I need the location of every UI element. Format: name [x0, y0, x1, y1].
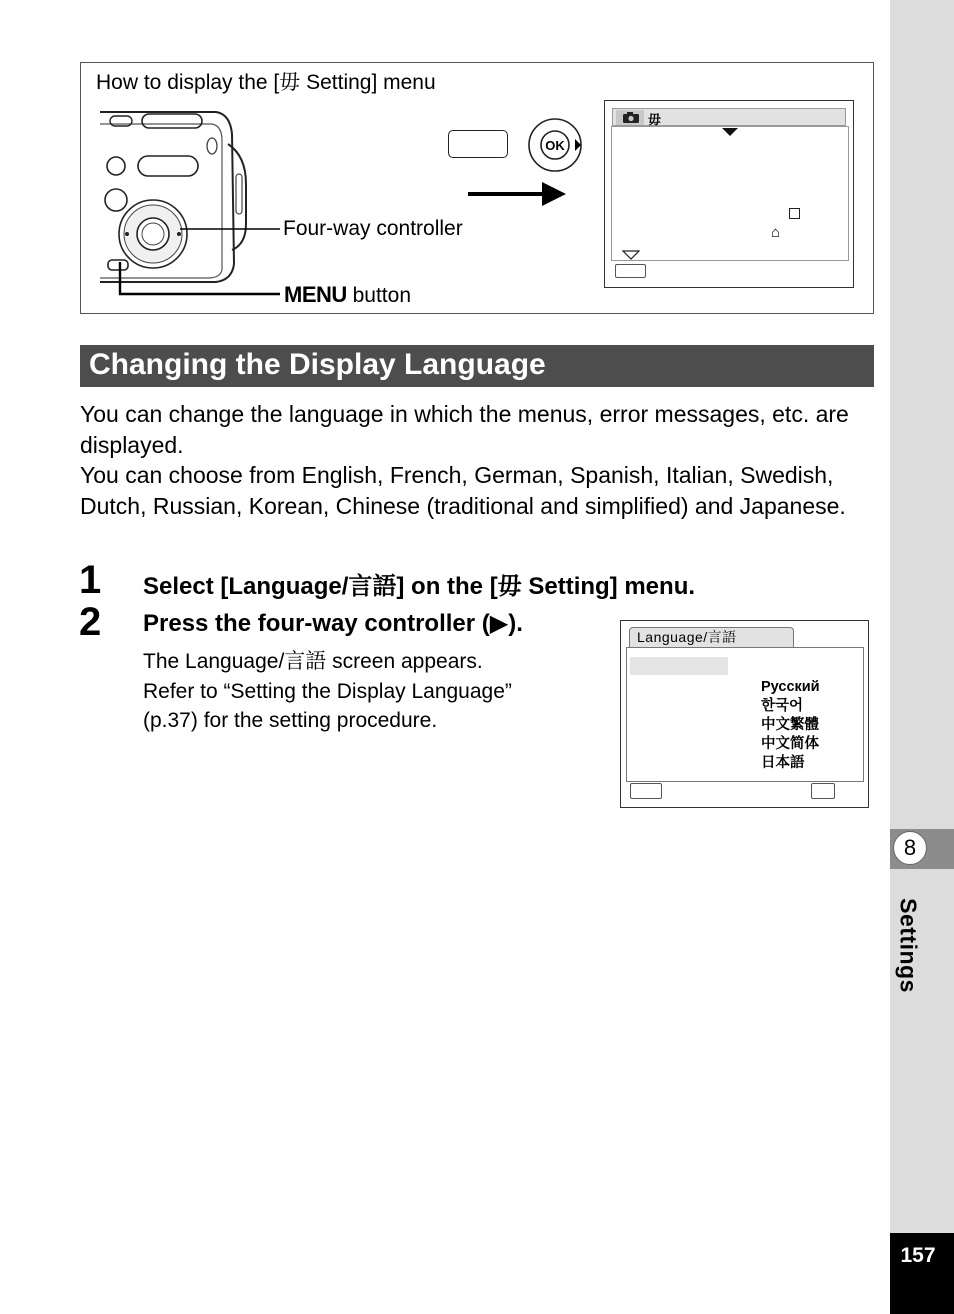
home-icon: ⌂ [771, 224, 781, 241]
step-2-number: 2 [79, 600, 102, 644]
lcd-softkey [615, 264, 646, 278]
language-softkey-right [811, 783, 835, 799]
language-item: 한국어 [761, 698, 804, 714]
language-screen-tab: Language/言語 [629, 627, 794, 647]
step-2-body-line: Refer to “Setting the Display Language” [143, 679, 512, 703]
lcd-menu-area [611, 126, 849, 261]
step-1-text: Select [Language/言語] on the [⽏ Setting] menu. [143, 573, 696, 600]
language-list [761, 678, 820, 773]
language-item: 中文繁體 [761, 717, 819, 733]
language-item: Русский [761, 679, 820, 695]
howto-title: How to display the [⽏ Setting] menu [96, 71, 436, 94]
language-item: 中文简体 [761, 736, 819, 752]
four-way-controller-label: Four-way controller [283, 217, 463, 240]
ok-label: OK [545, 138, 565, 153]
intro-paragraph-2: You can choose from English, French, German, Spanish, Italian, Swedish, Dutch, Russian, Korean, Chinese (traditional and simplified) and Japanese. [80, 462, 846, 519]
language-item: 日本語 [761, 755, 805, 771]
step-1-number: 1 [79, 558, 102, 602]
triangle-scroll-icon [622, 250, 640, 260]
step-2-body [143, 647, 512, 736]
intro-paragraph-1: You can change the language in which the menus, error messages, etc. are displayed. [80, 401, 849, 458]
language-selection-highlight [630, 657, 728, 675]
wrench-icon: ⽏ [648, 112, 662, 127]
chapter-side-rail [890, 0, 954, 1314]
page-number: 157 [900, 1244, 936, 1267]
menu-button-label [284, 282, 411, 308]
menu-key-icon [448, 130, 508, 158]
square-icon [789, 208, 800, 219]
ok-four-way-icon [526, 116, 584, 174]
step-2-body-line: (p.37) for the setting procedure. [143, 709, 438, 732]
triangle-down-icon [722, 128, 738, 137]
section-title: Changing the Display Language [80, 345, 874, 387]
language-softkey-left [630, 783, 662, 799]
step-2-body-line: The Language/言語 screen appears. [143, 650, 483, 673]
chapter-number: 8 [893, 831, 927, 865]
camera-icon [622, 111, 640, 124]
chapter-label: Settings [895, 898, 922, 993]
arrow-right-icon [468, 178, 568, 210]
menu-suffix: button [346, 284, 412, 307]
step-2-text: Press the four-way controller (▶). [143, 610, 523, 637]
callout-lines [100, 222, 282, 298]
menu-word: MENU [284, 282, 347, 307]
